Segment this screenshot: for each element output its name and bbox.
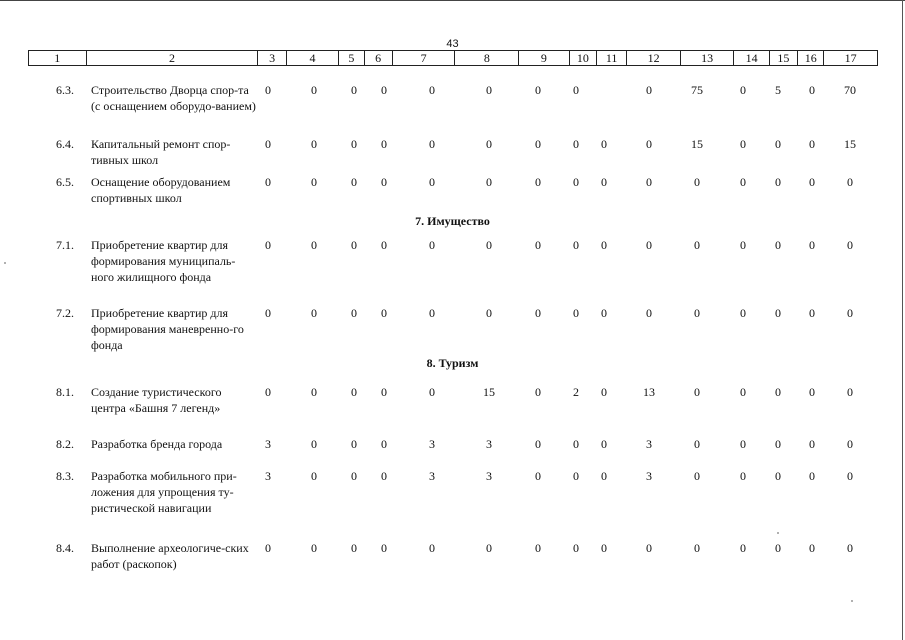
row-value: 0 bbox=[351, 137, 357, 151]
header-cell: 16 bbox=[798, 51, 824, 66]
row-value: 0 bbox=[740, 238, 746, 252]
row-value: 0 bbox=[381, 541, 387, 555]
row-value: 0 bbox=[265, 175, 271, 189]
row-number: 6.4. bbox=[56, 137, 74, 151]
row-value: 2 bbox=[573, 385, 579, 399]
row-value: 0 bbox=[573, 469, 579, 483]
row-value: 0 bbox=[429, 175, 435, 189]
row-name: Приобретение квартир для формирования муниципаль-ного жилищного фонда bbox=[91, 238, 236, 284]
row-value: 0 bbox=[573, 175, 579, 189]
row-value: 0 bbox=[535, 469, 541, 483]
row-value: 0 bbox=[311, 83, 317, 97]
row-name: Строительство Дворца спор-та (с оснащением оборудо-ванием) bbox=[91, 83, 256, 113]
row-value: 0 bbox=[381, 83, 387, 97]
row-value: 0 bbox=[311, 469, 317, 483]
row-value: 0 bbox=[311, 541, 317, 555]
row-value: 0 bbox=[381, 437, 387, 451]
row-value: 0 bbox=[847, 541, 853, 555]
row-value: 0 bbox=[601, 541, 607, 555]
row-value: 15 bbox=[691, 137, 703, 151]
row-value: 0 bbox=[740, 469, 746, 483]
scan-speck bbox=[4, 262, 6, 264]
row-value: 0 bbox=[535, 238, 541, 252]
header-cell: 10 bbox=[569, 51, 596, 66]
row-name: Создание туристического центра «Башня 7 легенд» bbox=[91, 385, 222, 415]
row-value: 0 bbox=[486, 175, 492, 189]
page-number: 43 bbox=[446, 38, 459, 50]
row-value: 0 bbox=[847, 238, 853, 252]
row-value: 0 bbox=[694, 238, 700, 252]
row-value: 3 bbox=[265, 469, 271, 483]
row-value: 0 bbox=[646, 306, 652, 320]
row-value: 0 bbox=[809, 83, 815, 97]
scan-speck bbox=[777, 532, 779, 534]
row-value: 0 bbox=[265, 541, 271, 555]
row-value: 0 bbox=[573, 437, 579, 451]
row-value: 75 bbox=[691, 83, 703, 97]
row-value: 70 bbox=[844, 83, 856, 97]
row-value: 0 bbox=[381, 306, 387, 320]
row-number: 8.4. bbox=[56, 541, 74, 555]
row-value: 0 bbox=[809, 437, 815, 451]
row-value: 0 bbox=[646, 238, 652, 252]
row-value: 0 bbox=[740, 306, 746, 320]
row-value: 0 bbox=[311, 437, 317, 451]
row-value: 15 bbox=[844, 137, 856, 151]
row-value: 0 bbox=[573, 306, 579, 320]
row-value: 0 bbox=[740, 385, 746, 399]
header-cell: 17 bbox=[824, 51, 878, 66]
header-cell: 7 bbox=[392, 51, 455, 66]
row-value: 5 bbox=[775, 83, 781, 97]
row-value: 0 bbox=[535, 385, 541, 399]
row-value: 0 bbox=[381, 469, 387, 483]
row-value: 3 bbox=[265, 437, 271, 451]
row-value: 0 bbox=[601, 238, 607, 252]
row-value: 0 bbox=[694, 385, 700, 399]
row-value: 0 bbox=[486, 238, 492, 252]
row-name: Приобретение квартир для формирования маневренно-го фонда bbox=[91, 306, 244, 352]
row-number: 6.3. bbox=[56, 83, 74, 97]
header-cell: 2 bbox=[86, 51, 258, 66]
row-value: 0 bbox=[535, 83, 541, 97]
row-value: 0 bbox=[573, 137, 579, 151]
row-value: 0 bbox=[809, 306, 815, 320]
row-value: 0 bbox=[486, 541, 492, 555]
row-value: 0 bbox=[351, 437, 357, 451]
row-value: 0 bbox=[740, 541, 746, 555]
row-value: 0 bbox=[809, 469, 815, 483]
row-value: 0 bbox=[646, 541, 652, 555]
header-cell: 13 bbox=[680, 51, 734, 66]
row-value: 0 bbox=[601, 385, 607, 399]
row-value: 0 bbox=[646, 83, 652, 97]
row-value: 3 bbox=[486, 469, 492, 483]
header-cell: 4 bbox=[286, 51, 339, 66]
row-value: 0 bbox=[429, 306, 435, 320]
row-value: 0 bbox=[601, 137, 607, 151]
header-cell: 15 bbox=[769, 51, 797, 66]
row-value: 0 bbox=[351, 306, 357, 320]
row-value: 0 bbox=[265, 137, 271, 151]
row-value: 3 bbox=[486, 437, 492, 451]
row-value: 0 bbox=[535, 175, 541, 189]
row-value: 0 bbox=[486, 83, 492, 97]
row-value: 0 bbox=[775, 437, 781, 451]
scan-speck bbox=[851, 600, 853, 602]
header-cell: 5 bbox=[339, 51, 364, 66]
row-value: 3 bbox=[646, 469, 652, 483]
row-value: 0 bbox=[429, 137, 435, 151]
row-name: Капитальный ремонт спор-тивных школ bbox=[91, 137, 231, 167]
row-name: Разработка бренда города bbox=[91, 437, 223, 451]
row-value: 0 bbox=[311, 238, 317, 252]
row-value: 0 bbox=[311, 385, 317, 399]
header-cell: 3 bbox=[258, 51, 286, 66]
row-name: Разработка мобильного при-ложения для упрощения ту-ристической навигации bbox=[91, 469, 237, 515]
row-value: 0 bbox=[775, 137, 781, 151]
page-border-right bbox=[902, 0, 903, 640]
row-value: 0 bbox=[847, 437, 853, 451]
row-value: 0 bbox=[265, 83, 271, 97]
row-value: 0 bbox=[775, 469, 781, 483]
row-value: 0 bbox=[351, 469, 357, 483]
row-value: 0 bbox=[694, 469, 700, 483]
row-value: 0 bbox=[351, 175, 357, 189]
header-cell: 6 bbox=[364, 51, 392, 66]
row-value: 0 bbox=[601, 469, 607, 483]
row-number: 7.1. bbox=[56, 238, 74, 252]
row-value: 3 bbox=[646, 437, 652, 451]
header-cell: 8 bbox=[455, 51, 519, 66]
header-cell: 12 bbox=[627, 51, 681, 66]
row-number: 8.1. bbox=[56, 385, 74, 399]
row-number: 6.5. bbox=[56, 175, 74, 189]
header-cell: 9 bbox=[519, 51, 570, 66]
row-value: 0 bbox=[809, 238, 815, 252]
row-number: 8.2. bbox=[56, 437, 74, 451]
row-value: 0 bbox=[809, 541, 815, 555]
row-value: 0 bbox=[847, 469, 853, 483]
row-value: 0 bbox=[573, 541, 579, 555]
section-heading-property: 7. Имущество bbox=[415, 214, 490, 228]
row-value: 0 bbox=[775, 385, 781, 399]
row-value: 0 bbox=[573, 238, 579, 252]
row-value: 0 bbox=[351, 541, 357, 555]
section-heading-tourism: 8. Туризм bbox=[426, 356, 479, 370]
row-number: 7.2. bbox=[56, 306, 74, 320]
row-number: 8.3. bbox=[56, 469, 74, 483]
row-value: 0 bbox=[847, 385, 853, 399]
row-value: 0 bbox=[740, 83, 746, 97]
row-name: Оснащение оборудованием спортивных школ bbox=[91, 175, 231, 205]
row-value: 0 bbox=[311, 137, 317, 151]
row-value: 0 bbox=[646, 137, 652, 151]
row-value: 0 bbox=[809, 385, 815, 399]
row-value: 0 bbox=[311, 175, 317, 189]
row-value: 0 bbox=[740, 175, 746, 189]
row-value: 0 bbox=[775, 306, 781, 320]
row-value: 0 bbox=[694, 175, 700, 189]
header-cell: 1 bbox=[29, 51, 87, 66]
header-cell: 11 bbox=[596, 51, 626, 66]
row-value: 0 bbox=[429, 238, 435, 252]
row-value: 0 bbox=[381, 137, 387, 151]
row-value: 0 bbox=[573, 83, 579, 97]
row-value: 0 bbox=[381, 175, 387, 189]
row-value: 0 bbox=[809, 175, 815, 189]
row-value: 0 bbox=[601, 437, 607, 451]
row-value: 0 bbox=[535, 137, 541, 151]
row-value: 0 bbox=[381, 238, 387, 252]
row-value: 0 bbox=[265, 306, 271, 320]
row-value: 0 bbox=[535, 306, 541, 320]
row-value: 0 bbox=[351, 238, 357, 252]
row-value: 0 bbox=[847, 306, 853, 320]
header-cell: 14 bbox=[734, 51, 769, 66]
row-value: 0 bbox=[775, 238, 781, 252]
row-value: 0 bbox=[847, 175, 853, 189]
row-value: 0 bbox=[535, 541, 541, 555]
row-value: 0 bbox=[535, 437, 541, 451]
row-value: 0 bbox=[775, 175, 781, 189]
row-value: 0 bbox=[601, 306, 607, 320]
row-value: 0 bbox=[740, 137, 746, 151]
row-value: 13 bbox=[643, 385, 655, 399]
row-value: 0 bbox=[486, 137, 492, 151]
row-value: 0 bbox=[694, 437, 700, 451]
row-value: 3 bbox=[429, 469, 435, 483]
row-value: 0 bbox=[381, 385, 387, 399]
row-value: 0 bbox=[265, 238, 271, 252]
row-value: 0 bbox=[429, 385, 435, 399]
row-value: 0 bbox=[601, 175, 607, 189]
row-value: 0 bbox=[265, 385, 271, 399]
row-value: 0 bbox=[740, 437, 746, 451]
row-value: 0 bbox=[351, 385, 357, 399]
row-value: 0 bbox=[429, 541, 435, 555]
row-value: 0 bbox=[694, 541, 700, 555]
table-header bbox=[28, 50, 878, 66]
row-value: 0 bbox=[775, 541, 781, 555]
row-value: 15 bbox=[483, 385, 495, 399]
row-value: 0 bbox=[351, 83, 357, 97]
page-border-top bbox=[0, 0, 905, 1]
row-value: 0 bbox=[646, 175, 652, 189]
row-value: 0 bbox=[486, 306, 492, 320]
row-value: 0 bbox=[311, 306, 317, 320]
row-value: 0 bbox=[809, 137, 815, 151]
row-value: 3 bbox=[429, 437, 435, 451]
row-name: Выполнение археологиче-ских работ (раскопок) bbox=[91, 541, 249, 571]
row-value: 0 bbox=[694, 306, 700, 320]
row-value: 0 bbox=[429, 83, 435, 97]
